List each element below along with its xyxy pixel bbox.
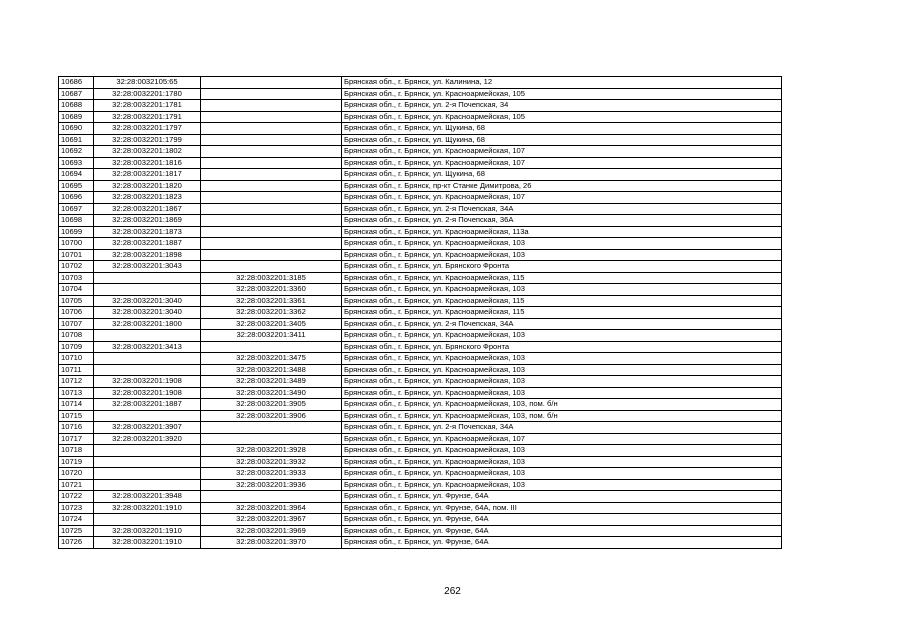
cadastral-number-cell xyxy=(94,330,201,342)
address-cell: Брянская обл., г. Брянск, ул. Красноармейская, 103 xyxy=(342,353,782,365)
address-cell: Брянская обл., г. Брянск, ул. Красноармейская, 103 xyxy=(342,330,782,342)
table-row xyxy=(59,100,782,112)
record-number-cell: 10722 xyxy=(59,491,94,503)
cadastral-number-cell xyxy=(94,272,201,284)
table-row xyxy=(59,468,782,480)
table-row xyxy=(59,215,782,227)
record-number-cell: 10708 xyxy=(59,330,94,342)
table-row xyxy=(59,491,782,503)
record-number-cell: 10717 xyxy=(59,433,94,445)
table-row xyxy=(59,169,782,181)
table-row xyxy=(59,192,782,204)
address-cell: Брянская обл., г. Брянск, ул. Красноармейская, 103 xyxy=(342,479,782,491)
page-number: 262 xyxy=(444,586,461,597)
address-cell: Брянская обл., г. Брянск, ул. Красноармейская, 103 xyxy=(342,249,782,261)
related-cadastral-number-cell: 32:28:0032201:3905 xyxy=(201,399,342,411)
related-cadastral-number-cell xyxy=(201,88,342,100)
record-number-cell: 10697 xyxy=(59,203,94,215)
address-cell: Брянская обл., г. Брянск, ул. Фрунзе, 64А xyxy=(342,514,782,526)
address-cell: Брянская обл., г. Брянск, ул. Щукина, 68 xyxy=(342,134,782,146)
record-number-cell: 10690 xyxy=(59,123,94,135)
table-row xyxy=(59,295,782,307)
cadastral-number-cell: 32:28:0032201:3907 xyxy=(94,422,201,434)
cadastral-number-cell xyxy=(94,284,201,296)
cadastral-number-cell: 32:28:0032201:1797 xyxy=(94,123,201,135)
address-cell: Брянская обл., г. Брянск, ул. Красноармейская, 103 xyxy=(342,376,782,388)
related-cadastral-number-cell: 32:28:0032201:3906 xyxy=(201,410,342,422)
cadastral-number-cell: 32:28:0032201:1910 xyxy=(94,537,201,549)
cadastral-number-cell: 32:28:0032201:3413 xyxy=(94,341,201,353)
cadastral-number-cell xyxy=(94,479,201,491)
address-cell: Брянская обл., г. Брянск, ул. Красноармейская, 103 xyxy=(342,468,782,480)
related-cadastral-number-cell xyxy=(201,491,342,503)
cadastral-number-cell: 32:28:0032201:1867 xyxy=(94,203,201,215)
related-cadastral-number-cell xyxy=(201,100,342,112)
related-cadastral-number-cell xyxy=(201,203,342,215)
cadastral-number-cell: 32:28:0032201:1887 xyxy=(94,399,201,411)
record-number-cell: 10698 xyxy=(59,215,94,227)
address-cell: Брянская обл., г. Брянск, ул. Красноармейская, 115 xyxy=(342,295,782,307)
cadastral-number-cell: 32:28:0032201:1802 xyxy=(94,146,201,158)
related-cadastral-number-cell: 32:28:0032201:3185 xyxy=(201,272,342,284)
related-cadastral-number-cell xyxy=(201,261,342,273)
record-number-cell: 10693 xyxy=(59,157,94,169)
cadastral-number-cell: 32:28:0032201:3948 xyxy=(94,491,201,503)
related-cadastral-number-cell: 32:28:0032201:3928 xyxy=(201,445,342,457)
cadastral-number-cell: 32:28:0032201:1781 xyxy=(94,100,201,112)
address-cell: Брянская обл., г. Брянск, ул. Красноармейская, 103 xyxy=(342,456,782,468)
record-number-cell: 10692 xyxy=(59,146,94,158)
record-number-cell: 10711 xyxy=(59,364,94,376)
related-cadastral-number-cell xyxy=(201,433,342,445)
address-cell: Брянская обл., г. Брянск, ул. Красноармейская, 107 xyxy=(342,146,782,158)
address-cell: Брянская обл., г. Брянск, ул. Красноармейская, 103, пом. б/н xyxy=(342,399,782,411)
table-row xyxy=(59,111,782,123)
record-number-cell: 10725 xyxy=(59,525,94,537)
related-cadastral-number-cell: 32:28:0032201:3932 xyxy=(201,456,342,468)
address-cell: Брянская обл., г. Брянск, ул. Щукина, 68 xyxy=(342,169,782,181)
address-cell: Брянская обл., г. Брянск, ул. 2-я Почепская, 34А xyxy=(342,203,782,215)
table-row xyxy=(59,479,782,491)
related-cadastral-number-cell: 32:28:0032201:3964 xyxy=(201,502,342,514)
table-row xyxy=(59,387,782,399)
related-cadastral-number-cell xyxy=(201,157,342,169)
cadastral-number-cell xyxy=(94,410,201,422)
record-number-cell: 10723 xyxy=(59,502,94,514)
related-cadastral-number-cell xyxy=(201,422,342,434)
related-cadastral-number-cell xyxy=(201,169,342,181)
address-cell: Брянская обл., г. Брянск, пр-кт Станке Димитрова, 26 xyxy=(342,180,782,192)
cadastral-number-cell: 32:28:0032201:1780 xyxy=(94,88,201,100)
address-cell: Брянская обл., г. Брянск, ул. Калинина, 12 xyxy=(342,77,782,89)
cadastral-number-cell: 32:28:0032201:3040 xyxy=(94,307,201,319)
table-row xyxy=(59,249,782,261)
related-cadastral-number-cell xyxy=(201,134,342,146)
table-row xyxy=(59,180,782,192)
cadastral-number-cell: 32:28:0032201:1791 xyxy=(94,111,201,123)
table-row xyxy=(59,410,782,422)
cadastral-number-cell: 32:28:0032201:1898 xyxy=(94,249,201,261)
table-row xyxy=(59,353,782,365)
table-row xyxy=(59,123,782,135)
record-number-cell: 10702 xyxy=(59,261,94,273)
table-row xyxy=(59,376,782,388)
cadastral-number-cell: 32:28:0032201:3040 xyxy=(94,295,201,307)
cadastral-number-cell: 32:28:0032201:1799 xyxy=(94,134,201,146)
cadastral-number-cell: 32:28:0032201:1887 xyxy=(94,238,201,250)
related-cadastral-number-cell xyxy=(201,226,342,238)
related-cadastral-number-cell xyxy=(201,77,342,89)
cadastral-number-cell: 32:28:0032201:1910 xyxy=(94,502,201,514)
cadastral-number-cell: 32:28:0032201:1908 xyxy=(94,387,201,399)
cadastral-number-cell xyxy=(94,353,201,365)
cadastral-number-cell: 32:28:0032201:3920 xyxy=(94,433,201,445)
table-row xyxy=(59,261,782,273)
address-cell: Брянская обл., г. Брянск, ул. Брянского Фронта xyxy=(342,261,782,273)
related-cadastral-number-cell: 32:28:0032201:3361 xyxy=(201,295,342,307)
record-number-cell: 10696 xyxy=(59,192,94,204)
records-table-body xyxy=(59,77,782,549)
address-cell: Брянская обл., г. Брянск, ул. 2-я Почепская, 36А xyxy=(342,215,782,227)
related-cadastral-number-cell: 32:28:0032201:3970 xyxy=(201,537,342,549)
table-row xyxy=(59,134,782,146)
related-cadastral-number-cell xyxy=(201,341,342,353)
cadastral-number-cell xyxy=(94,445,201,457)
address-cell: Брянская обл., г. Брянск, ул. Щукина, 68 xyxy=(342,123,782,135)
related-cadastral-number-cell: 32:28:0032201:3936 xyxy=(201,479,342,491)
related-cadastral-number-cell xyxy=(201,215,342,227)
record-number-cell: 10718 xyxy=(59,445,94,457)
address-cell: Брянская обл., г. Брянск, ул. Фрунзе, 64А xyxy=(342,525,782,537)
address-cell: Брянская обл., г. Брянск, ул. Красноармейская, 103 xyxy=(342,387,782,399)
related-cadastral-number-cell: 32:28:0032201:3969 xyxy=(201,525,342,537)
cadastral-number-cell: 32:28:0032201:3043 xyxy=(94,261,201,273)
cadastral-number-cell: 32:28:0032201:1816 xyxy=(94,157,201,169)
related-cadastral-number-cell: 32:28:0032201:3411 xyxy=(201,330,342,342)
record-number-cell: 10687 xyxy=(59,88,94,100)
cadastral-number-cell: 32:28:0032201:1820 xyxy=(94,180,201,192)
record-number-cell: 10704 xyxy=(59,284,94,296)
record-number-cell: 10701 xyxy=(59,249,94,261)
related-cadastral-number-cell: 32:28:0032201:3360 xyxy=(201,284,342,296)
table-row xyxy=(59,514,782,526)
table-row xyxy=(59,203,782,215)
table-row xyxy=(59,341,782,353)
record-number-cell: 10694 xyxy=(59,169,94,181)
cadastral-number-cell: 32:28:0032201:1873 xyxy=(94,226,201,238)
table-row xyxy=(59,502,782,514)
table-row xyxy=(59,445,782,457)
table-row xyxy=(59,525,782,537)
record-number-cell: 10719 xyxy=(59,456,94,468)
address-cell: Брянская обл., г. Брянск, ул. Красноармейская, 107 xyxy=(342,157,782,169)
address-cell: Брянская обл., г. Брянск, ул. Красноармейская, 107 xyxy=(342,192,782,204)
related-cadastral-number-cell: 32:28:0032201:3362 xyxy=(201,307,342,319)
record-number-cell: 10695 xyxy=(59,180,94,192)
related-cadastral-number-cell: 32:28:0032201:3490 xyxy=(201,387,342,399)
record-number-cell: 10688 xyxy=(59,100,94,112)
address-cell: Брянская обл., г. Брянск, ул. Красноармейская, 115 xyxy=(342,307,782,319)
record-number-cell: 10721 xyxy=(59,479,94,491)
cadastral-number-cell: 32:28:0032201:1800 xyxy=(94,318,201,330)
table-row xyxy=(59,330,782,342)
table-row xyxy=(59,77,782,89)
address-cell: Брянская обл., г. Брянск, ул. Красноармейская, 103 xyxy=(342,364,782,376)
table-row xyxy=(59,422,782,434)
related-cadastral-number-cell xyxy=(201,146,342,158)
related-cadastral-number-cell xyxy=(201,180,342,192)
address-cell: Брянская обл., г. Брянск, ул. Красноармейская, 107 xyxy=(342,433,782,445)
address-cell: Брянская обл., г. Брянск, ул. Фрунзе, 64А, пом. III xyxy=(342,502,782,514)
related-cadastral-number-cell: 32:28:0032201:3933 xyxy=(201,468,342,480)
record-number-cell: 10699 xyxy=(59,226,94,238)
cadastral-number-cell xyxy=(94,456,201,468)
address-cell: Брянская обл., г. Брянск, ул. Красноармейская, 113а xyxy=(342,226,782,238)
table-row xyxy=(59,456,782,468)
related-cadastral-number-cell: 32:28:0032201:3475 xyxy=(201,353,342,365)
address-cell: Брянская обл., г. Брянск, ул. 2-я Почепская, 34А xyxy=(342,318,782,330)
record-number-cell: 10720 xyxy=(59,468,94,480)
record-number-cell: 10700 xyxy=(59,238,94,250)
related-cadastral-number-cell xyxy=(201,238,342,250)
record-number-cell: 10715 xyxy=(59,410,94,422)
table-row xyxy=(59,238,782,250)
record-number-cell: 10713 xyxy=(59,387,94,399)
table-row xyxy=(59,146,782,158)
records-table xyxy=(58,76,782,549)
address-cell: Брянская обл., г. Брянск, ул. 2-я Почепская, 34А xyxy=(342,422,782,434)
related-cadastral-number-cell: 32:28:0032201:3967 xyxy=(201,514,342,526)
table-row xyxy=(59,272,782,284)
table-row xyxy=(59,157,782,169)
address-cell: Брянская обл., г. Брянск, ул. Красноармейская, 103 xyxy=(342,445,782,457)
cadastral-number-cell xyxy=(94,364,201,376)
table-row xyxy=(59,307,782,319)
table-row xyxy=(59,433,782,445)
address-cell: Брянская обл., г. Брянск, ул. Брянского Фронта xyxy=(342,341,782,353)
address-cell: Брянская обл., г. Брянск, ул. 2-я Почепская, 34 xyxy=(342,100,782,112)
table-row xyxy=(59,399,782,411)
table-row xyxy=(59,88,782,100)
address-cell: Брянская обл., г. Брянск, ул. Красноармейская, 103 xyxy=(342,238,782,250)
record-number-cell: 10686 xyxy=(59,77,94,89)
cadastral-number-cell: 32:28:0032201:1869 xyxy=(94,215,201,227)
related-cadastral-number-cell: 32:28:0032201:3488 xyxy=(201,364,342,376)
cadastral-number-cell: 32:28:0032105:65 xyxy=(94,77,201,89)
record-number-cell: 10691 xyxy=(59,134,94,146)
related-cadastral-number-cell: 32:28:0032201:3405 xyxy=(201,318,342,330)
record-number-cell: 10709 xyxy=(59,341,94,353)
record-number-cell: 10712 xyxy=(59,376,94,388)
record-number-cell: 10703 xyxy=(59,272,94,284)
table-row xyxy=(59,537,782,549)
table-row xyxy=(59,284,782,296)
cadastral-number-cell xyxy=(94,468,201,480)
record-number-cell: 10706 xyxy=(59,307,94,319)
address-cell: Брянская обл., г. Брянск, ул. Красноармейская, 115 xyxy=(342,272,782,284)
record-number-cell: 10726 xyxy=(59,537,94,549)
record-number-cell: 10705 xyxy=(59,295,94,307)
related-cadastral-number-cell xyxy=(201,111,342,123)
address-cell: Брянская обл., г. Брянск, ул. Красноармейская, 105 xyxy=(342,88,782,100)
cadastral-number-cell: 32:28:0032201:1910 xyxy=(94,525,201,537)
record-number-cell: 10710 xyxy=(59,353,94,365)
record-number-cell: 10724 xyxy=(59,514,94,526)
related-cadastral-number-cell xyxy=(201,192,342,204)
cadastral-number-cell: 32:28:0032201:1823 xyxy=(94,192,201,204)
cadastral-number-cell: 32:28:0032201:1817 xyxy=(94,169,201,181)
table-row xyxy=(59,226,782,238)
record-number-cell: 10689 xyxy=(59,111,94,123)
address-cell: Брянская обл., г. Брянск, ул. Фрунзе, 64А xyxy=(342,537,782,549)
related-cadastral-number-cell xyxy=(201,123,342,135)
address-cell: Брянская обл., г. Брянск, ул. Красноармейская, 105 xyxy=(342,111,782,123)
table-row xyxy=(59,364,782,376)
address-cell: Брянская обл., г. Брянск, ул. Красноармейская, 103, пом. б/н xyxy=(342,410,782,422)
cadastral-number-cell xyxy=(94,514,201,526)
address-cell: Брянская обл., г. Брянск, ул. Красноармейская, 103 xyxy=(342,284,782,296)
record-number-cell: 10716 xyxy=(59,422,94,434)
address-cell: Брянская обл., г. Брянск, ул. Фрунзе, 64А xyxy=(342,491,782,503)
cadastral-number-cell: 32:28:0032201:1908 xyxy=(94,376,201,388)
record-number-cell: 10714 xyxy=(59,399,94,411)
record-number-cell: 10707 xyxy=(59,318,94,330)
related-cadastral-number-cell: 32:28:0032201:3489 xyxy=(201,376,342,388)
related-cadastral-number-cell xyxy=(201,249,342,261)
table-row xyxy=(59,318,782,330)
